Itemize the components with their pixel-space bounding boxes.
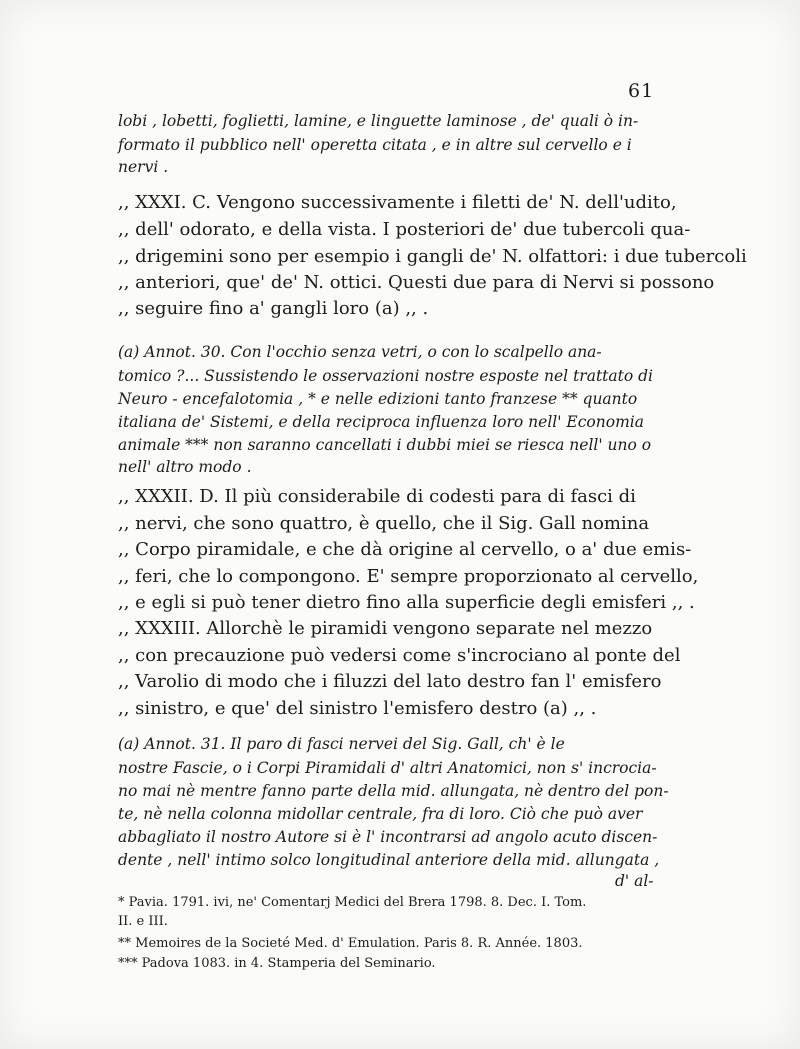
section-xxxi-line-4: ,, anteriori, que' de' N. ottici. Questi due para di Nervi si possono (118, 272, 715, 293)
section-xxxi-line-3: ,, drigemini sono per esempio i gangli de' N. olfattori: i due tubercoli (118, 246, 747, 267)
section-xxxiii-line-3: ,, Varolio di modo che i filuzzi del lato destro fan l' emisfero (118, 671, 662, 692)
section-xxxii-line-5: ,, e egli si può tener dietro fino alla superficie degli emisferi ,, . (118, 592, 695, 613)
section-xxxii-line-3: ,, Corpo piramidale, e che dà origine al cervello, o a' due emis- (118, 539, 692, 560)
annot-31-line-2: nostre Fascie, o i Corpi Piramidali d' altri Anatomici, non s' incrocia- (118, 759, 657, 777)
section-xxxii-line-1: ,, XXXII. D. Il più considerabile di codesti para di fasci di (118, 486, 636, 507)
section-xxxii-line-4: ,, feri, che lo compongono. E' sempre proporzionato al cervello, (118, 566, 699, 587)
footnote-2: ** Memoires de la Societé Med. d' Emulation. Paris 8. R. Année. 1803. (118, 936, 583, 951)
annot-31-line-6: dente , nell' intimo solco longitudinal anteriore della mid. allungata , (118, 851, 660, 869)
continuation-line-1: lobi , lobetti, foglietti, lamine, e linguette laminose , de' quali ò in- (118, 112, 639, 130)
annot-31-catchword: d' al- (615, 872, 654, 890)
annot-30-line-3: Neuro - encefalotomia , * e nelle edizioni tanto franzese ** quanto (118, 390, 638, 408)
annot-31-line-3: no mai nè mentre fanno parte della mid. allungata, nè dentro del pon- (118, 782, 669, 800)
section-xxxi-line-1: ,, XXXI. C. Vengono successivamente i filetti de' N. dell'udito, (118, 192, 677, 213)
annot-30-line-1: (a) Annot. 30. Con l'occhio senza vetri, o con lo scalpello ana- (118, 343, 602, 361)
annot-30-line-6: nell' altro modo . (118, 458, 252, 476)
footnote-1: * Pavia. 1791. ivi, ne' Comentarj Medici del Brera 1798. 8. Dec. I. Tom. (118, 895, 587, 910)
section-xxxi-line-5: ,, seguire fino a' gangli loro (a) ,, . (118, 298, 429, 319)
annot-31-line-1: (a) Annot. 31. Il paro di fasci nervei del Sig. Gall, ch' è le (118, 735, 565, 753)
footnote-1-cont: II. e III. (118, 914, 168, 929)
annot-31-line-4: te, nè nella colonna midollar centrale, fra di loro. Ciò che può aver (118, 805, 643, 823)
footnote-3: *** Padova 1083. in 4. Stamperia del Seminario. (118, 956, 436, 971)
annot-30-line-2: tomico ?... Sussistendo le osservazioni nostre esposte nel trattato di (118, 367, 654, 385)
continuation-line-2: formato il pubblico nell' operetta citata , e in altre sul cervello e i (118, 136, 632, 154)
section-xxxiii-line-1: ,, XXXIII. Allorchè le piramidi vengono separate nel mezzo (118, 618, 653, 639)
page-number: 61 (628, 80, 655, 102)
section-xxxi-line-2: ,, dell' odorato, e della vista. I posteriori de' due tubercoli qua- (118, 219, 691, 240)
annot-30-line-5: animale *** non saranno cancellati i dubbi miei se riesca nell' uno o (118, 436, 652, 454)
continuation-line-3: nervi . (118, 158, 169, 176)
section-xxxii-line-2: ,, nervi, che sono quattro, è quello, che il Sig. Gall nomina (118, 513, 650, 534)
section-xxxiii-line-2: ,, con precauzione può vedersi come s'incrociano al ponte del (118, 645, 681, 666)
annot-30-line-4: italiana de' Sistemi, e della reciproca influenza loro nell' Economia (118, 413, 644, 431)
annot-31-line-5: abbagliato il nostro Autore si è l' incontrarsi ad angolo acuto discen- (118, 828, 658, 846)
section-xxxiii-line-4: ,, sinistro, e que' del sinistro l'emisfero destro (a) ,, . (118, 698, 597, 719)
